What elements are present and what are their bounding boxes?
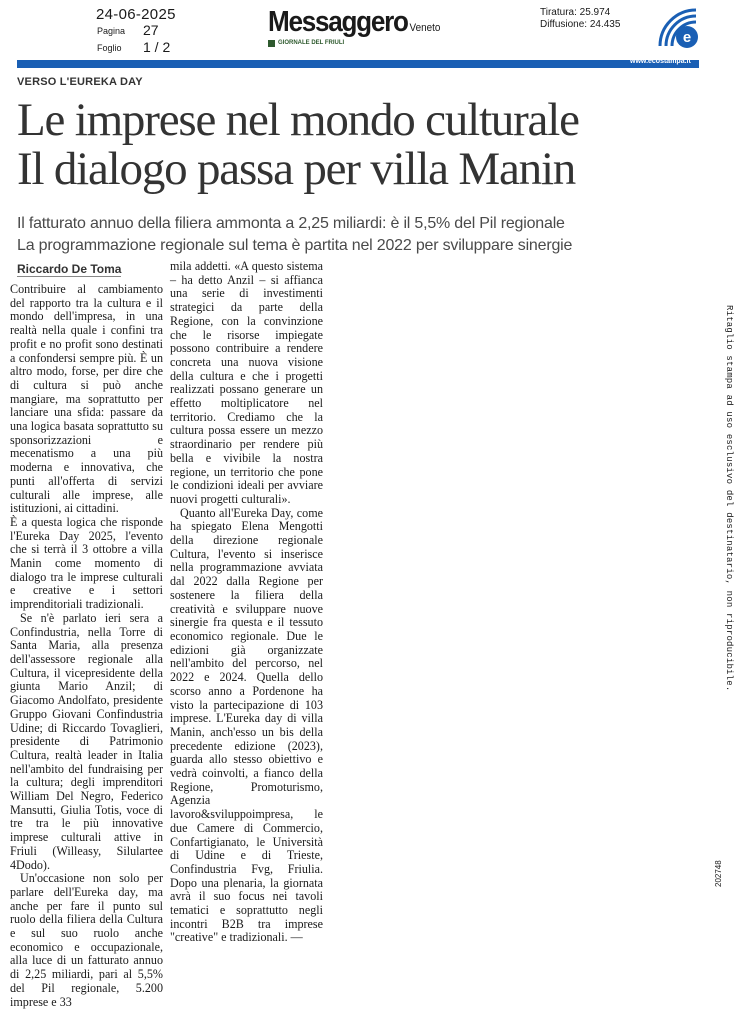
subhead-line-2: La programmazione regionale sul tema è partita nel 2022 per sviluppare sinergie — [17, 237, 573, 254]
ecostampa-logo-icon — [656, 6, 700, 50]
logo-emblem-icon — [268, 40, 275, 47]
clipping-date: 24-06-2025 — [96, 6, 176, 23]
subhead-line-1: Il fatturato annuo della filiera ammonta a 2,25 miliardi: è il 5,5% del Pil regionale — [17, 215, 565, 232]
paragraph: Se n'è parlato ieri sera a Confindustria, nella Torre di Santa Maria, alla presenza dell'assessore regionale alla Cultura, il vicepresidente della giunta Mario Anzil; di Giacomo Andolfato, presidente Gruppo Giovani Confindustria Udine; di Riccardo Tovaglieri, presidente di Patrimonio Cultura, realtà leader in Italia nell'ambito del fundraising per la cultura; degli imprenditori William Del Negro, Federico Mansutti, Giulia Totis, voce di tre tra le più innovative imprese culturali attive in Friuli (Willeasy, Silulartee 4Dodo). — [10, 610, 163, 872]
article-subheadline — [17, 213, 572, 257]
paragraph: È a questa logica che risponde l'Eureka Day 2025, l'evento che si terrà il 3 ottobre a villa Manin come momento di dialogo tra le imprese culturali e creative e i settori imprenditoriali tradizionali. — [10, 514, 163, 612]
tiratura: Tiratura: 25.974 — [540, 7, 611, 18]
paragraph: Quanto all'Eureka Day, come ha spiegato Elena Mengotti della direzione regionale Cultura, l'evento si inserisce nella programmazione avviata dal 2022 dalla Regione per sostenere la filiera della creatività e sviluppare nuove sinergie fra questa e il tessuto economico regionale. Due le edizioni già organizzate nell'ambito del percorso, nel 2022 e 2024. Quella dello scorso anno a Pordenone ha visto la partecipazione di 103 imprese. L'Eureka day di villa Manin, anch'esso un bis della precedente edizione (2023), guarda allo stesso obiettivo e vedrà coinvolti, a fianco della Regione, Promoturismo, Agenzia lavoro&sviluppoimpresa, le due Camere di Commercio, Confartigianato, le Università di Udine e di Trieste, Confindustria Fvg, Friulia. Dopo una plenaria, la giornata avrà il suo focus nei tavoli tematici e soprattutto negli incontri B2B tra imprese "creative" e tradizionali. — — [170, 505, 323, 945]
source-url: www.ecostampa.it — [630, 58, 691, 65]
source-bar — [17, 60, 699, 68]
circulation-stats — [540, 7, 620, 31]
sheet-number: 1 / 2 — [143, 39, 171, 55]
logo-subtitle: GIORNALE DEL FRIULI — [278, 40, 345, 46]
paragraph: Contribuire al cambiamento del rapporto tra la cultura e il mondo dell'impresa, in una realtà nella quale i confini tra profit e no profit sono destinati a confondersi sempre più. È un altro modo, forse, per dire che di cultura si può anche mangiare, ma soprattutto per lanciare una sfida: passare da una logica basata soprattutto su sponsorizzazioni e mecenatismo a una più moderna e innovativa, che punti all'offerta di servizi culturali alle imprese, alle istituzioni, ai cittadini. — [10, 282, 163, 516]
article-kicker: VERSO L'EUREKA DAY — [17, 76, 143, 88]
article-column-2 — [170, 259, 323, 945]
copyright-notice: Ritaglio stampa ad uso esclusivo del destinatario, non riproducibile. — [724, 305, 734, 692]
article-column-1 — [10, 282, 163, 1009]
sheet-label: Foglio — [97, 43, 122, 53]
article-headline — [17, 96, 579, 194]
page-number: 27 — [143, 22, 159, 38]
headline-line-1: Le imprese nel mondo culturale — [17, 94, 579, 146]
paragraph: Un'occasione non solo per parlare dell'Eureka day, ma anche per fare il punto sul ruolo della filiera della Cultura e sul suo ruolo anche economico e occupazionale, alla luce di un fatturato annuo di 2,25 miliardi, pari al 5,5% del Pil regionale, 5.200 imprese e 33 — [10, 871, 163, 1009]
page-label: Pagina — [97, 26, 126, 36]
headline-line-2: Il dialogo passa per villa Manin — [17, 143, 576, 195]
newspaper-logo: Messaggero Veneto — [268, 6, 441, 38]
svg-text:e: e — [682, 29, 692, 46]
clipping-code: 202748 — [714, 860, 723, 887]
paragraph: mila addetti. «A questo sistema – ha detto Anzil – si affianca una serie di investimenti strategici da parte della Regione, con la convinzione che le risorse impiegate possono contribuire a rendere concreta una nuova visione della cultura e che i progetti realizzati possano generare un effetto moltiplicatore nel territorio. Crediamo che la cultura possa essere un mezzo straordinario per rendere più bella e vivibile la nostra regione, un territorio che pone le condizioni ideali per avviare nuovi progetti culturali». — [170, 259, 323, 506]
diffusione: Diffusione: 24.435 — [540, 19, 621, 30]
author-byline: Riccardo De Toma — [17, 262, 122, 276]
